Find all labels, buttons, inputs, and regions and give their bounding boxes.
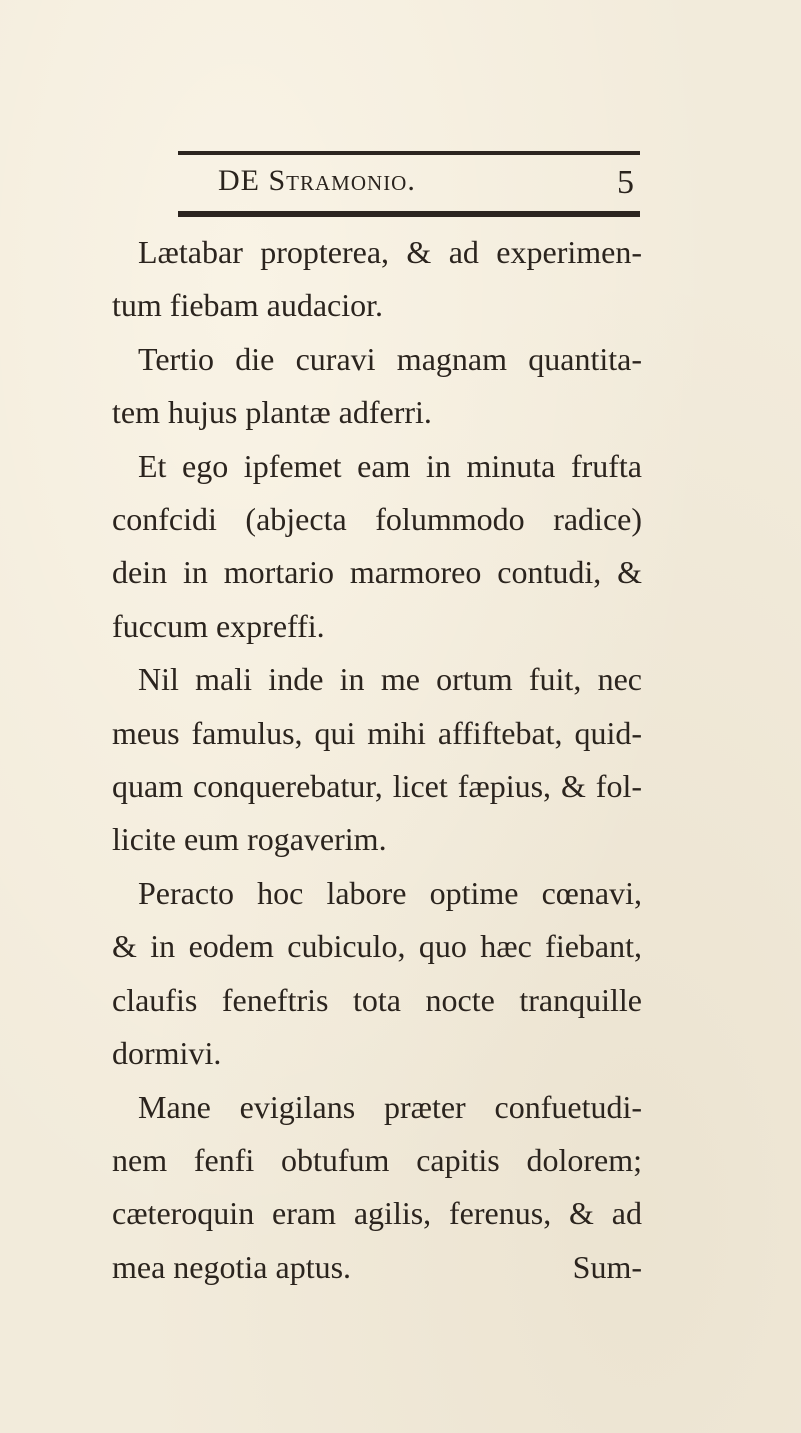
text-line: mea negotia aptus. — [112, 1248, 352, 1285]
text-line: claufis feneftris tota nocte tranquille — [112, 981, 642, 1018]
running-header — [178, 158, 640, 208]
paragraph-3 — [112, 440, 642, 654]
text-line: tem hujus plantæ adferri. — [112, 394, 432, 431]
text-line: Nil mali inde in me ortum fuit, nec — [138, 661, 642, 698]
text-line: fuccum expreffi. — [112, 607, 325, 644]
text-line: dormivi. — [112, 1035, 222, 1072]
running-title-name: Stramonio. — [268, 164, 416, 197]
text-line: licite eum rogaverim. — [112, 821, 387, 858]
text-line: confcidi (abjecta folummodo radice) — [112, 501, 642, 538]
paragraph-2 — [112, 333, 642, 440]
text-line: tum fiebam audacior. — [112, 287, 384, 324]
running-title-prefix: DE — [218, 164, 260, 197]
text-line: Et ego ipfemet eam in minuta frufta — [138, 447, 642, 484]
paragraph-1 — [112, 226, 642, 333]
text-line: Lætabar propterea, & ad experimen- — [138, 234, 642, 270]
text-line: Mane evigilans præter confuetudi- — [138, 1088, 642, 1125]
paragraph-5 — [112, 867, 642, 1081]
paragraph-6 — [112, 1081, 642, 1295]
text-line: Tertio die curavi magnam quantita- — [138, 340, 642, 377]
text-line: cæteroquin eram agilis, ferenus, & ad — [112, 1195, 642, 1232]
text-line: Peracto hoc labore optime cœnavi, — [138, 874, 642, 911]
paragraph-4 — [112, 653, 642, 867]
running-title — [218, 164, 416, 198]
text-line: dein in mortario marmoreo contudi, & — [112, 554, 642, 591]
text-line: nem fenfi obtufum capitis dolorem; — [112, 1141, 642, 1178]
text-line: & in eodem cubiculo, quo hæc fiebant, — [112, 928, 642, 965]
text-line: quam conquerebatur, licet fæpius, & fol- — [112, 768, 642, 805]
header-rule-top — [178, 151, 640, 155]
text-line: meus famulus, qui mihi affiftebat, quid- — [112, 714, 642, 751]
page-number: 5 — [617, 164, 634, 201]
catchword: Sum- — [572, 1248, 642, 1285]
header-rule-bottom — [178, 211, 640, 217]
last-line-with-catchword — [112, 1241, 642, 1294]
body-text — [112, 226, 642, 1294]
